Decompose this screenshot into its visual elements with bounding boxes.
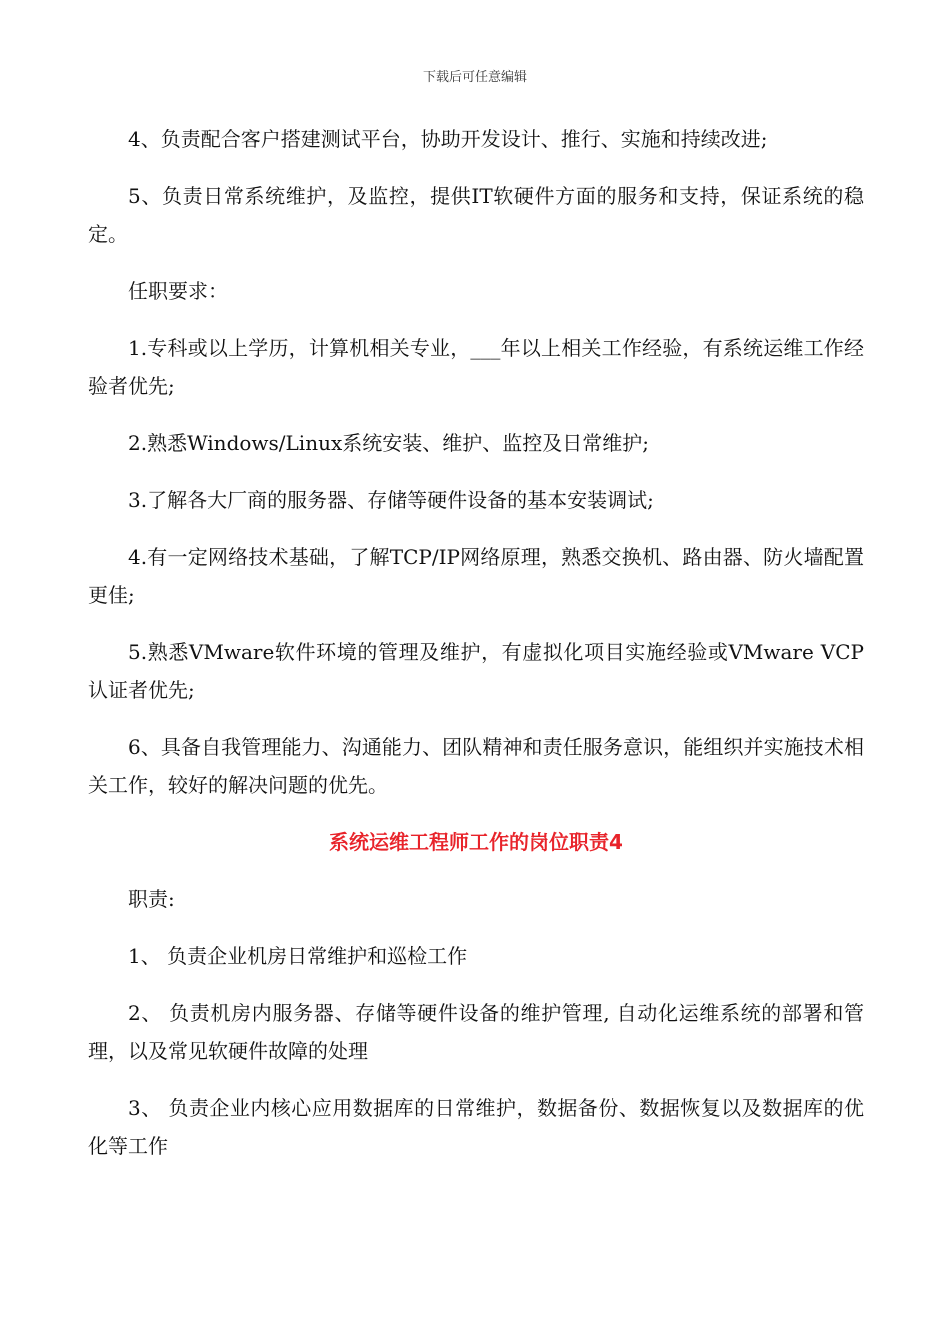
- page-header: 下载后可任意编辑: [422, 70, 527, 85]
- requirement-item-1: 1.专科或以上学历，计算机相关专业，___年以上相关工作经验，有系统运维工作经验者优先;: [88, 336, 864, 398]
- duty-item-3: 3、 负责企业内核心应用数据库的日常维护，数据备份、数据恢复以及数据库的优化等工作: [88, 1096, 864, 1158]
- duty-item-5: 5、负责日常系统维护，及监控，提供IT软硬件方面的服务和支持，保证系统的稳定。: [88, 184, 864, 246]
- requirement-item-3: 3.了解各大厂商的服务器、存储等硬件设备的基本安装调试;: [128, 488, 654, 512]
- duty-item-1: 1、 负责企业机房日常维护和巡检工作: [128, 944, 468, 968]
- document-body: [88, 120, 864, 1184]
- requirement-item-5: 5.熟悉VMware软件环境的管理及维护，有虚拟化项目实施经验或VMware VCP认证者优先;: [88, 640, 864, 702]
- duty-item-2: 2、 负责机房内服务器、存储等硬件设备的维护管理, 自动化运维系统的部署和管理，以及常见软硬件故障的处理: [88, 1001, 864, 1063]
- requirement-item-4: 4.有一定网络技术基础，了解TCP/IP网络原理，熟悉交换机、路由器、防火墙配置更佳;: [88, 545, 864, 607]
- duty-item-4: 4、负责配合客户搭建测试平台，协助开发设计、推行、实施和持续改进;: [128, 127, 768, 151]
- requirement-item-2: 2.熟悉Windows/Linux系统安装、维护、监控及日常维护;: [128, 431, 649, 455]
- requirements-heading: 任职要求：: [128, 279, 228, 303]
- requirement-item-6: 6、具备自我管理能力、沟通能力、团队精神和责任服务意识，能组织并实施技术相关工作，较好的解决问题的优先。: [88, 735, 864, 797]
- section-title: 系统运维工程师工作的岗位职责4: [329, 830, 623, 854]
- duties-heading: 职责:: [128, 887, 175, 911]
